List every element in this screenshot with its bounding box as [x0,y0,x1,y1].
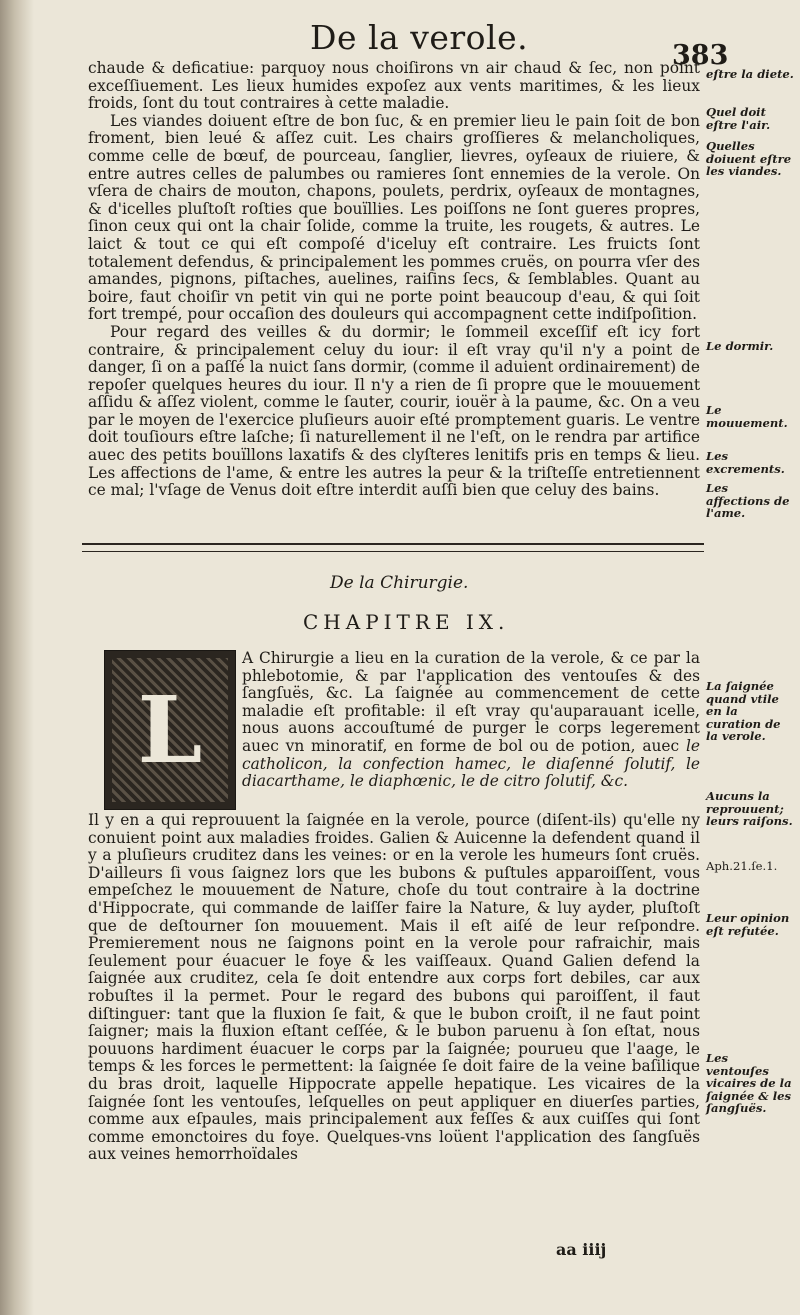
page-number: 383 [672,40,729,71]
paragraph-dormir: Pour regard des veilles & du dormir; le ſommeil exceſſif eſt icy fort contraire, & principalement celuy du iour: il eſt vray qu'il n'y a point de danger, ſi on a paſſé la nuict ſans dormir, (comme il aduient ordinairement) de repoſer quelques heures du iour. Il n'y a rien de ſi propre que le mouuement aſſidu & aſſez violent, comme le ſauter, courir, iouër à la paume, &c. On a veu par le moyen de l'exercice pluſieurs auoir eſté promptement guaris. Le ventre doit touſiours eſtre laſche; ſi naturellement il ne l'eſt, on le rendra par artifice auec des petits bouïllons laxatifs & des clyſteres lenitifs pris en temps & lieu. Les affections de l'ame, & entre les autres la peur & la triſteſſe entretiennent ce mal; l'vſage de Venus doit eſtre interdit auſſi bien que celuy des bains. [88,322,700,500]
section-rule-bottom [82,551,704,552]
body-top [88,60,700,500]
paragraph-air: chaude & deficatiue: parquoy nous choiſirons vn air chaud & ſec, non point exceſſiuement. Les lieux humides expoſez aux vents maritimes, & les lieux froids, ſont du tout contraires à cette maladie. [88,59,700,113]
paragraph-viandes: Les viandes doiuent eſtre de bon ſuc, & en premier lieu le pain ſoit de bon froment, bien leué & aſſez cuit. Les chairs groſſieres & melancholiques, comme celle de bœuf, de pourceau, ſanglier, lievres, oyſeaux de riuiere, & entre autres celles de palumbes ou ramieres ſont ennemies de la verole. On vſera de chairs de mouton, chapons, poulets, perdrix, oyſeaux de montagnes, & d'icelles pluſtoſt roſties que bouïllies. Les poiſſons ne ſont gueres propres, ſinon ceux qui ont la chair ſolide, comme la truite, les rougets, & autres. Le laict & tout ce qui eſt compoſé d'iceluy eſt contraire. Les fruicts ſont totalement defendus, & principalement les pommes cruës, on pourra vſer des amandes, pignons, piſtaches, auelines, raiſins ſecs, & ſemblables. Quant au boire, faut choiſir vn petit vin qui ne porte point beaucoup d'eau, & qui ſoit fort trempé, pour occaſion des douleurs qui accompagnent cette indiſpoſition. [88,111,700,324]
margin-note-saignee: La ſaignée quand vtile en la curation de la verole. [706,679,781,744]
margin-note-excrements: Les excrements. [706,449,785,476]
margin-note-reprouuent: Aucuns la reprouuent; leurs raiſons. [706,789,793,829]
chapter-title: CHAPITRE IX. [303,610,510,634]
chapter-text-remedies: le catholicon, la confection hamec, le diaſenné ſolutif, le diacarthame, le diaphœnic, le de citro ſolutif, &c. [242,736,700,791]
chapter-paragraph-start [242,650,700,791]
margin-note-aphorism: Aph.21.ſe.1. [706,859,778,873]
chapter-paragraph-rest: Il y en a qui reprouuent la ſaignée en la verole, pource (diſent-ils) qu'elle ny conuient point aux maladies froides. Galien & Auicenne la defendent quand il y a pluſieurs cruditez dans les veines: or en la verole les humeurs ſont cruës. D'ailleurs ſi vous ſaignez lors que les bubons & puſtules apparoiſſent, vous empeſchez le mouuement de Nature, choſe du tout contraire à la doctrine d'Hippocrate, qui commande de laiſſer faire la Nature, & luy ayder, pluſtoſt que de deſtourner ſon mouuement. Mais il eſt aiſé de leur reſpondre. Premierement nous ne ſaignons point en la verole pour rafraichir, mais ſeulement pour éuacuer le foye & les vaiſſeaux. Quand Galien defend la ſaignée aux cruditez, cela ſe doit entendre aux corps fort debiles, car aux robuſtes il la permet. Pour le regard des bubons qui paroiſſent, il faut diſtinguer: tant que la fluxion ſe fait, & que le bubon croiſt, il ne faut point ſaigner; mais la fluxion eſtant ceſſée, & le bubon paruenu à ſon eſtat, nous pouuons hardiment éuacuer le corps par la ſaignée; pourueu que l'aage, le temps & les forces le permettent: la ſaignée ſe doit faire de la veine baſilique du bras droit, laquelle Hippocrate appelle hepatique. Les vicaires de la ſaignée ſont les ventouſes, leſquelles on peut appliquer en diuerſes parties, comme aux eſpaules, mais principalement aux feſſes & aux cuiſſes qui ſont comme emonctoires du foye. Quelques-vns loüent l'application des ſangſuës aux veines hemorrhoïdales [88,811,700,1164]
chapter-opening [242,650,700,791]
margin-note-ventouses: Les ventouſes vicaires de la ſaignée & les ſangſuës. [706,1051,792,1116]
chapter-body [88,812,700,1164]
initial-letter: L [137,676,203,784]
margin-note-viandes: Quelles doiuent eſtre les viandes. [706,139,792,179]
binding-gutter [0,0,34,1315]
margin-note-air: Quel doit eſtre l'air. [706,105,771,132]
decorated-initial [104,650,236,810]
chapter-text-a: A Chirurgie a lieu en la curation de la verole, & ce par la phlebotomie, & par l'application des ventouſes & des ſangſuës, &c. La ſaignée au commencement de cette maladie eſt profitable: il eſt vray qu'auparauant icelle, nous auons accouſtumé de purger le corps legerement auec vn minoratif, en forme de bol ou de potion, auec [242,649,700,755]
margin-note-dormir: Le dormir. [706,339,774,353]
margin-note-refutee: Leur opinion eſt refutée. [706,911,790,938]
section-title: De la Chirurgie. [330,573,469,593]
margin-note-mouuement: Le mouuement. [706,403,788,430]
margin-note-diete: eſtre la diete. [706,67,794,81]
margin-note-affections: Les affections de l'ame. [706,481,790,521]
running-head: De la verole. [310,18,529,57]
printer-signature: aa iiij [556,1240,607,1259]
section-rule-top [82,543,704,545]
